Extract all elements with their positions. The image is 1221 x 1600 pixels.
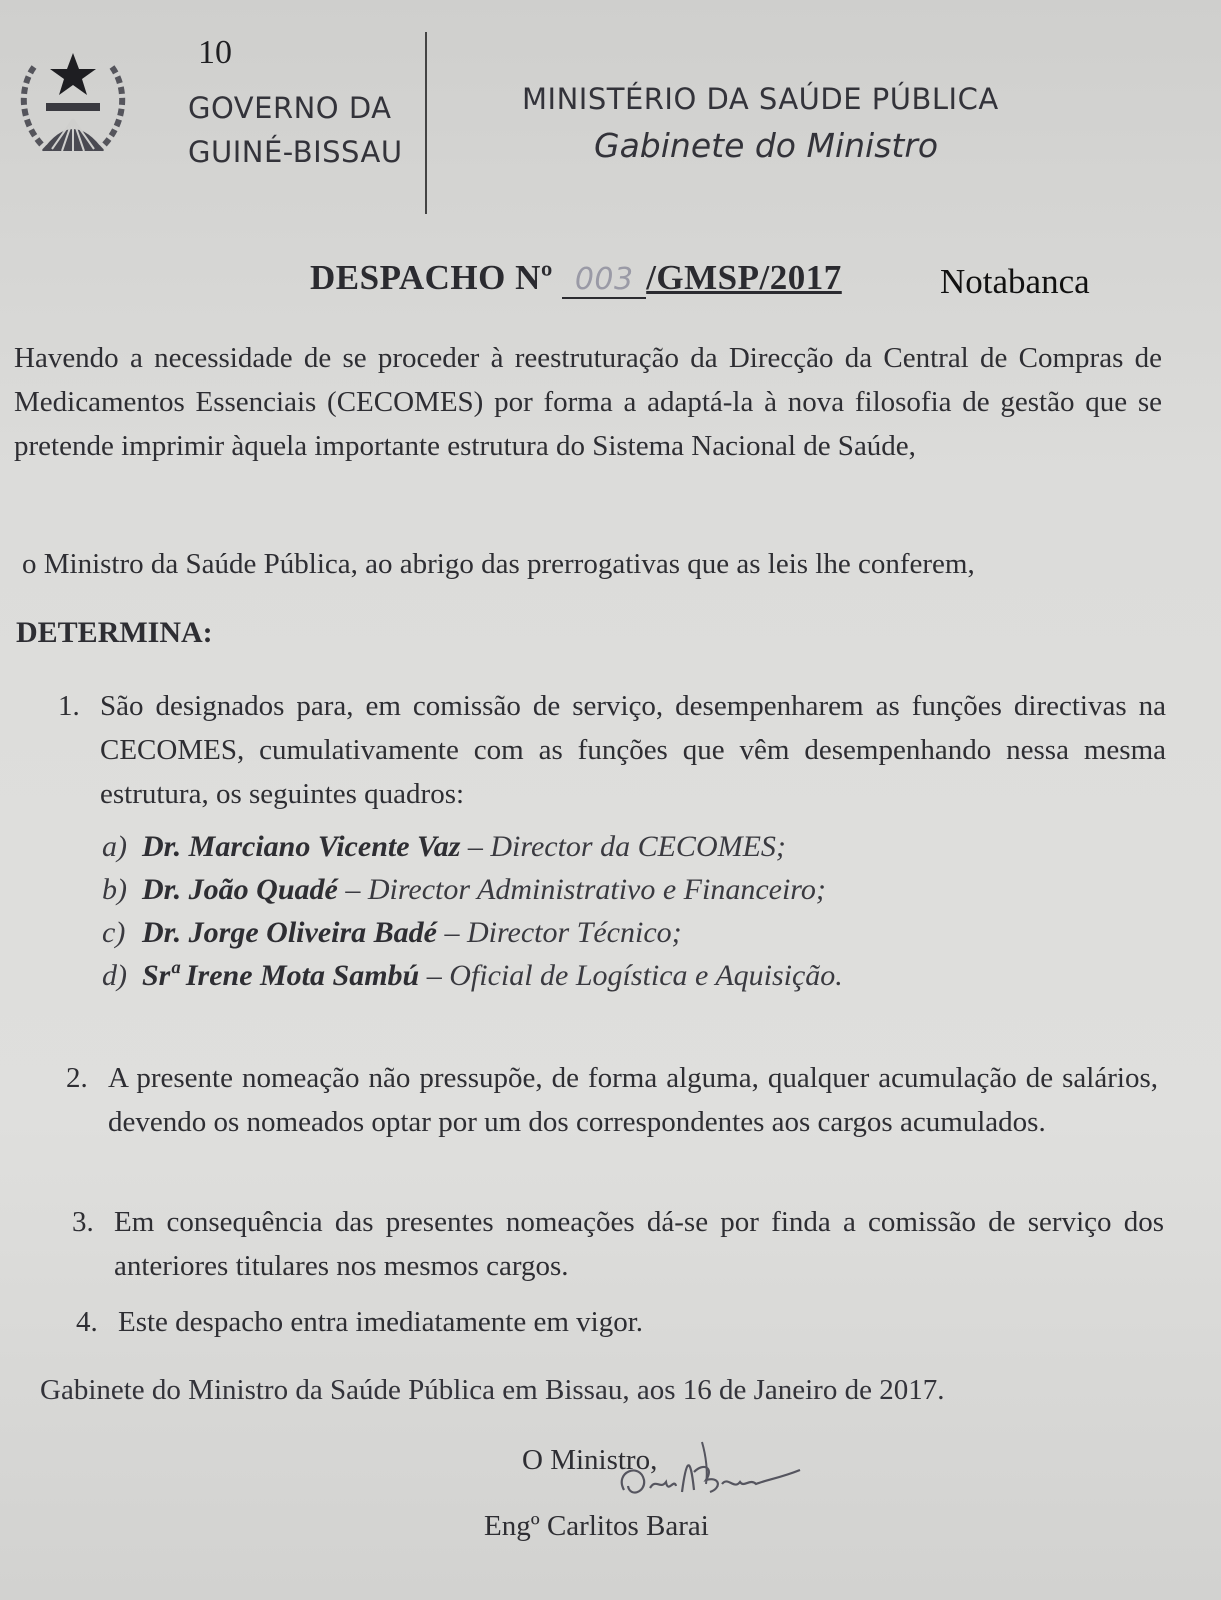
item-number: 4. [76,1306,98,1338]
appointee-letter: a) [102,830,127,863]
item-text: A presente nomeação não pressupõe, de forma alguma, qualquer acumulação de salários, devendo os nomeados optar por um dos correspondentes aos cargos acumulados. [108,1062,1158,1138]
appointee-letter: c) [102,916,126,949]
appointee-role: – Director Administrativo e Financeiro; [337,873,826,906]
appointee-row [102,830,786,864]
ministry-name: MINISTÉRIO DA SAÚDE PÚBLICA [522,82,999,116]
government-name [188,86,403,174]
appointee-name: Dr. Jorge Oliveira Badé [142,916,437,949]
item-text: Este despacho entra imediatamente em vigor. [118,1306,644,1338]
preamble-paragraph: Havendo a necessidade de se proceder à reestruturação da Direcção da Central de Compras de Medicamentos Essenciais (CECOMES) por forma a adaptá-la à nova filosofia de gestão que se pretende imprimir àquela importante estrutura do Sistema Nacional de Saúde, [14,342,1162,462]
dateline: Gabinete do Ministro da Saúde Pública em Bissau, aos 16 de Janeiro de 2017. [40,1374,945,1406]
appointee-row [102,916,682,950]
title-code: /GMSP/2017 [646,258,842,297]
item-text: Em consequência das presentes nomeações dá-se por finda a comissão de serviço dos anteriores titulares nos mesmos cargos. [114,1206,1164,1282]
appointee-row [102,959,843,993]
determina-heading: DETERMINA: [16,616,213,649]
header-divider [425,32,427,214]
item-text: São designados para, em comissão de serviço, desempenharem as funções directivas na CECOMES, cumulativamente com as funções que vêm desempenhando nessa mesma estrutura, os seguintes quadros: [100,690,1166,810]
item-number: 3. [72,1206,94,1238]
page-number: 10 [198,34,232,71]
signoff: O Ministro, [522,1444,658,1476]
government-line1: GOVERNO DA [188,91,392,125]
appointee-row [102,873,826,907]
national-emblem-icon [12,45,134,165]
item-number: 2. [66,1062,88,1094]
item-number: 1. [58,690,80,722]
appointee-role: – Director da CECOMES; [460,830,786,863]
appointee-name: Srª Irene Mota Sambú [142,959,420,992]
source-label: Notabanca [940,262,1090,301]
appointee-role: – Director Técnico; [436,916,682,949]
appointee-letter: d) [102,959,127,992]
government-line2: GUINÉ-BISSAU [188,135,403,169]
appointee-role: – Oficial de Logística e Aquisição. [419,959,843,992]
minister-clause: o Ministro da Saúde Pública, ao abrigo das prerrogativas que as leis lhe conferem, [22,548,975,580]
title-number: 003 [562,262,646,299]
appointee-letter: b) [102,873,127,906]
appointee-name: Dr. Marciano Vicente Vaz [142,830,461,863]
signatory-name: Engº Carlitos Barai [484,1510,709,1542]
appointee-name: Dr. João Quadé [142,873,338,906]
signature-icon [610,1432,820,1512]
title-prefix: DESPACHO Nº [310,258,553,297]
document-title [310,258,842,299]
cabinet-name: Gabinete do Ministro [594,126,939,165]
